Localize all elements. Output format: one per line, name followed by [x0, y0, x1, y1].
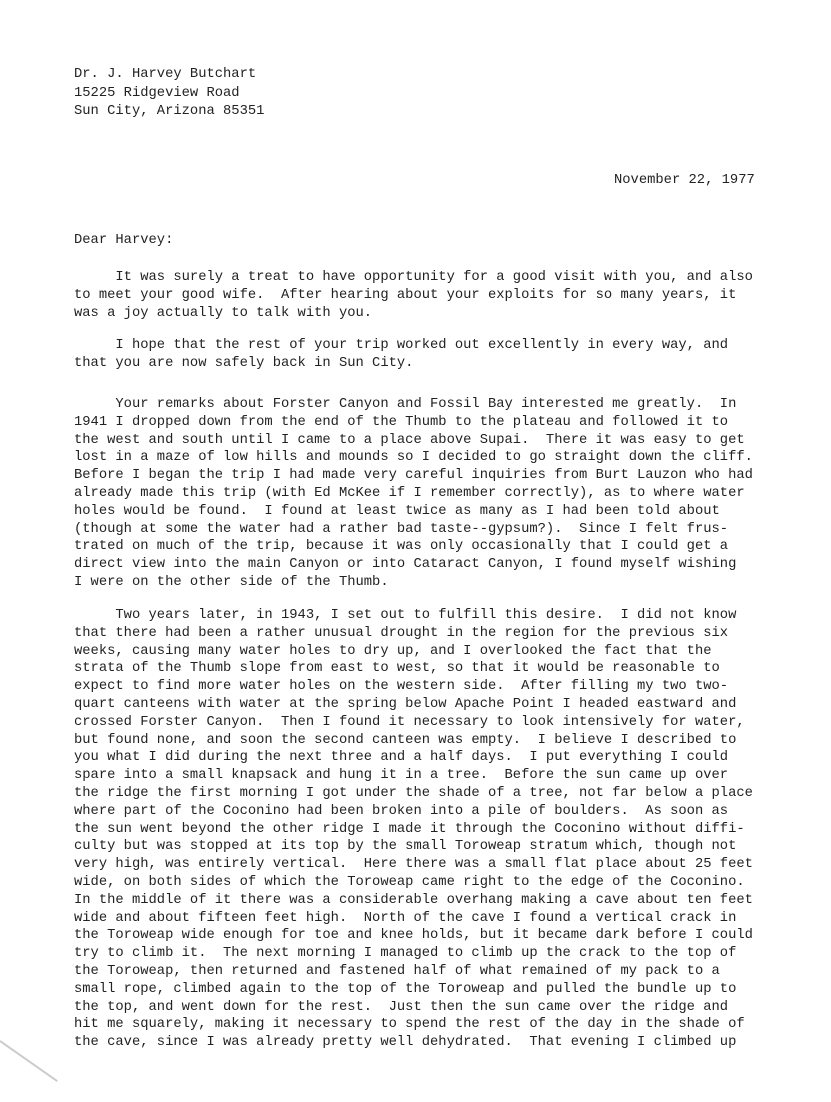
text-line: crossed Forster Canyon. Then I found it necessary to look intensively for water,	[74, 714, 745, 730]
salutation: Dear Harvey:	[74, 233, 174, 248]
text-line: 1941 I dropped down from the end of the Thumb to the plateau and followed it to	[74, 414, 729, 430]
text-line: I were on the other side of the Thumb.	[74, 574, 389, 590]
text-line: weeks, causing many water holes to dry up, and I overlooked the fact that the	[74, 643, 712, 659]
text-line: the Toroweap, then returned and fastened half of what remained of my pack to a	[74, 963, 720, 979]
paragraph-3	[74, 396, 753, 592]
text-line: the top, and went down for the rest. Just then the sun came over the ridge and	[74, 999, 729, 1015]
text-line: small rope, climbed again to the top of the Toroweap and pulled the bundle up to	[74, 981, 737, 997]
text-line: where part of the Coconino had been broken into a pile of boulders. As soon as	[74, 803, 729, 819]
text-line: was a joy actually to talk with you.	[74, 305, 373, 321]
text-line: lost in a maze of low hills and mounds so I decided to go straight down the cliff.	[74, 450, 753, 466]
text-line: quart canteens with water at the spring below Apache Point I headed eastward and	[74, 696, 737, 712]
paragraph-2	[74, 337, 728, 373]
text-line: holes would be found. I found at least twice as many as I had been told about	[74, 503, 720, 519]
text-line: strata of the Thumb slope from east to west, so that it would be reasonable to	[74, 661, 720, 677]
recipient-address	[74, 66, 264, 122]
text-line: direct view into the main Canyon or into Cataract Canyon, I found myself wishing	[74, 557, 737, 573]
text-line: the west and south until I came to a place above Supai. There it was easy to get	[74, 432, 745, 448]
address-line: Sun City, Arizona 85351	[74, 104, 265, 119]
text-line: expect to find more water holes on the western side. After filling my two two-	[74, 679, 729, 695]
text-line: to meet your good wife. After hearing about your exploits for so many years, it	[74, 287, 737, 303]
text-line: that you are now safely back in Sun City.	[74, 355, 414, 371]
text-line: the Toroweap wide enough for toe and knee holds, but it became dark before I could	[74, 928, 753, 944]
text-line: try to climb it. The next morning I managed to climb up the crack to the top of	[74, 946, 737, 962]
text-line: culty but was stopped at its top by the small Toroweap stratum which, though not	[74, 839, 737, 855]
text-line: trated on much of the trip, because it was only occasionally that I could get a	[74, 539, 729, 555]
address-line: Dr. J. Harvey Butchart	[74, 67, 257, 82]
text-line: very high, was entirely vertical. Here there was a small flat place about 25 feet	[74, 857, 753, 873]
text-line: that there had been a rather unusual drought in the region for the previous six	[74, 625, 729, 641]
text-line: Before I began the trip I had made very careful inquiries from Burt Lauzon who had	[74, 468, 753, 484]
text-line: but found none, and soon the second canteen was empty. I believe I described to	[74, 732, 737, 748]
text-line: you what I did during the next three and a half days. I put everything I could	[74, 750, 729, 766]
letter-date: November 22, 1977	[614, 173, 755, 188]
text-line: wide, on both sides of which the Toroweap came right to the edge of the Coconino.	[74, 874, 745, 890]
paragraph-1	[74, 269, 753, 322]
text-line: Your remarks about Forster Canyon and Fossil Bay interested me greatly. In	[74, 397, 737, 412]
text-line: already made this trip (with Ed McKee if I remember correctly), as to where water	[74, 485, 745, 501]
text-line: the sun went beyond the other ridge I made it through the Coconino without diffi-	[74, 821, 745, 837]
text-line: In the middle of it there was a considerable overhang making a cave about ten feet	[74, 892, 753, 908]
scan-artifact	[0, 1040, 58, 1082]
text-line: the cave, since I was already pretty well dehydrated. That evening I climbed up	[74, 1035, 737, 1051]
text-line: wide and about fifteen feet high. North of the cave I found a vertical crack in	[74, 910, 737, 926]
paragraph-4	[74, 607, 753, 1052]
text-line: It was surely a treat to have opportunity for a good visit with you, and also	[74, 270, 753, 285]
text-line: I hope that the rest of your trip worked out excellently in every way, and	[74, 338, 729, 353]
text-line: spare into a small knapsack and hung it in a tree. Before the sun came up over	[74, 768, 729, 784]
text-line: (though at some the water had a rather bad taste--gypsum?). Since I felt frus-	[74, 521, 729, 537]
text-line: Two years later, in 1943, I set out to fulfill this desire. I did not know	[74, 608, 737, 623]
text-line: the ridge the first morning I got under the shade of a tree, not far below a place	[74, 785, 753, 801]
text-line: hit me squarely, making it necessary to spend the rest of the day in the shade of	[74, 1017, 745, 1033]
address-line: 15225 Ridgeview Road	[74, 85, 240, 101]
